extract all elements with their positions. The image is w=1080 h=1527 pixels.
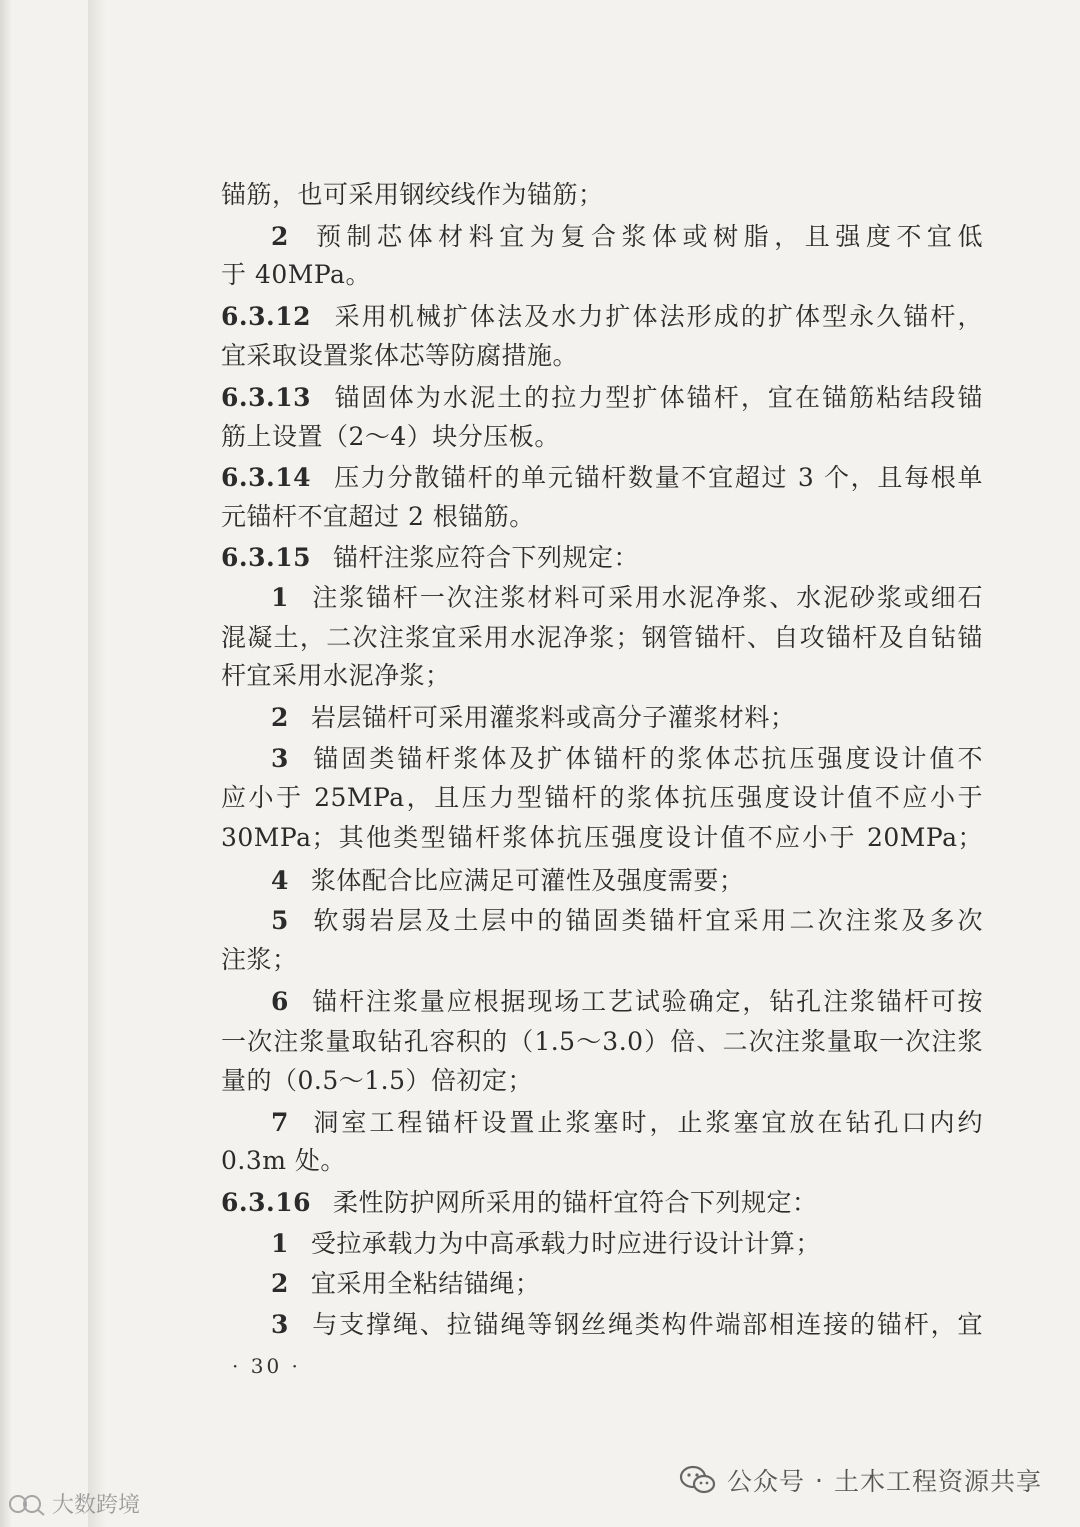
clause-number: 6.3.16 [221, 1188, 311, 1217]
line-text: 与支撑绳、拉锚绳等钢丝绳类构件端部相连接的锚杆，宜 [310, 1310, 983, 1339]
text-line [221, 180, 604, 210]
line-text: 筋上设置（2～4）块分压板。 [221, 422, 560, 451]
line-text: 应小于 25MPa，且压力型锚杆的浆体抗压强度设计值不应小于 [221, 783, 983, 812]
line-text: 于 40MPa。 [221, 260, 371, 289]
watermark-left [8, 1488, 140, 1519]
text-line [271, 866, 744, 896]
line-text: 浆体配合比应满足可灌性及强度需要； [310, 866, 745, 895]
text-line [221, 260, 371, 290]
text-line [271, 744, 983, 774]
watermark-account-name: 土木工程资源共享 [833, 1467, 1042, 1496]
line-text: 0.3m 处。 [221, 1146, 346, 1175]
line-text: 元锚杆不宜超过 2 根锚筋。 [221, 502, 535, 531]
text-line [221, 341, 578, 371]
line-text: 采用机械扩体法及水力扩体法形成的扩体型永久锚杆， [333, 302, 983, 331]
text-line [221, 383, 983, 413]
text-line [221, 1027, 983, 1057]
clause-number: 6.3.13 [221, 383, 311, 412]
watermark-separator: · [815, 1465, 824, 1495]
clause-number: 5 [271, 906, 289, 935]
line-text: 杆宜采用水泥净浆； [221, 661, 451, 690]
text-line [221, 823, 983, 853]
wechat-icon [679, 1465, 717, 1495]
text-line [271, 703, 795, 733]
line-text: 锚固体为水泥土的拉力型扩体锚杆，宜在锚筋粘结段锚 [333, 383, 983, 412]
line-text: 宜采取设置浆体芯等防腐措施。 [221, 341, 579, 370]
text-line [221, 1146, 346, 1176]
text-line [271, 1269, 540, 1299]
line-text: 锚筋，也可采用钢绞线作为锚筋； [221, 180, 604, 209]
logo-icon [8, 1490, 48, 1518]
text-line [221, 302, 983, 332]
text-line [221, 1188, 818, 1218]
clause-number: 1 [271, 583, 289, 612]
clause-number: 3 [271, 744, 289, 773]
text-line [221, 463, 983, 493]
page-number: · 30 · [232, 1354, 301, 1378]
text-line [221, 623, 983, 653]
line-text: 宜采用全粘结锚绳； [310, 1269, 541, 1298]
clause-number: 2 [271, 1269, 289, 1298]
text-line [271, 1229, 821, 1259]
clause-number: 6.3.14 [221, 463, 311, 492]
clause-number: 1 [271, 1229, 289, 1258]
page-edge [0, 0, 12, 1527]
clause-number: 2 [271, 703, 289, 732]
line-text: 锚杆注浆量应根据现场工艺试验确定，钻孔注浆锚杆可按 [310, 987, 983, 1016]
clause-number: 6.3.12 [221, 302, 311, 331]
watermark-label: 公众号 [727, 1467, 806, 1496]
line-text: 混凝土，二次注浆宜采用水泥净浆；钢管锚杆、自攻锚杆及自钻锚 [221, 623, 983, 652]
clause-number: 7 [271, 1108, 289, 1137]
line-text: 锚固类锚杆浆体及扩体锚杆的浆体芯抗压强度设计值不 [310, 744, 983, 773]
line-text: 洞室工程锚杆设置止浆塞时，止浆塞宜放在钻孔口内约 [310, 1108, 983, 1137]
text-line [221, 1066, 533, 1096]
clause-number: 6.3.15 [221, 543, 311, 572]
text-line [271, 906, 983, 936]
text-line [271, 1310, 983, 1340]
line-text: 柔性防护网所采用的锚杆宜符合下列规定： [333, 1188, 818, 1217]
text-line [221, 945, 298, 975]
clause-number: 6 [271, 987, 289, 1016]
text-line [221, 422, 560, 452]
text-line [221, 661, 451, 691]
text-line [271, 1108, 983, 1138]
line-text: 30MPa；其他类型锚杆浆体抗压强度设计值不应小于 20MPa； [221, 823, 983, 852]
text-line [271, 583, 983, 613]
line-text: 量的（0.5～1.5）倍初定； [221, 1066, 534, 1095]
line-text: 预制芯体材料宜为复合浆体或树脂，且强度不宜低 [310, 222, 983, 251]
line-text: 岩层锚杆可采用灌浆料或高分子灌浆材料； [310, 703, 796, 732]
text-line [221, 543, 639, 573]
line-text: 软弱岩层及土层中的锚固类锚杆宜采用二次注浆及多次 [310, 906, 983, 935]
text-line [221, 783, 983, 813]
line-text: 锚杆注浆应符合下列规定： [333, 543, 640, 572]
clause-number: 4 [271, 866, 289, 895]
line-text: 压力分散锚杆的单元锚杆数量不宜超过 3 个，且每根单 [333, 463, 983, 492]
watermark-left-text: 大数跨境 [52, 1493, 141, 1518]
page-binding-shadow [88, 0, 106, 1527]
line-text: 注浆锚杆一次注浆材料可采用水泥净浆、水泥砂浆或细石 [310, 583, 983, 612]
line-text: 一次注浆量取钻孔容积的（1.5～3.0）倍、二次注浆量取一次注浆 [221, 1027, 983, 1056]
text-line [271, 987, 983, 1017]
clause-number: 2 [271, 222, 289, 251]
text-line [271, 222, 983, 252]
line-text: 受拉承载力为中高承载力时应进行设计计算； [310, 1229, 821, 1258]
clause-number: 3 [271, 1310, 289, 1339]
text-line [221, 502, 535, 532]
watermark [679, 1462, 1042, 1498]
line-text: 注浆； [221, 945, 298, 974]
